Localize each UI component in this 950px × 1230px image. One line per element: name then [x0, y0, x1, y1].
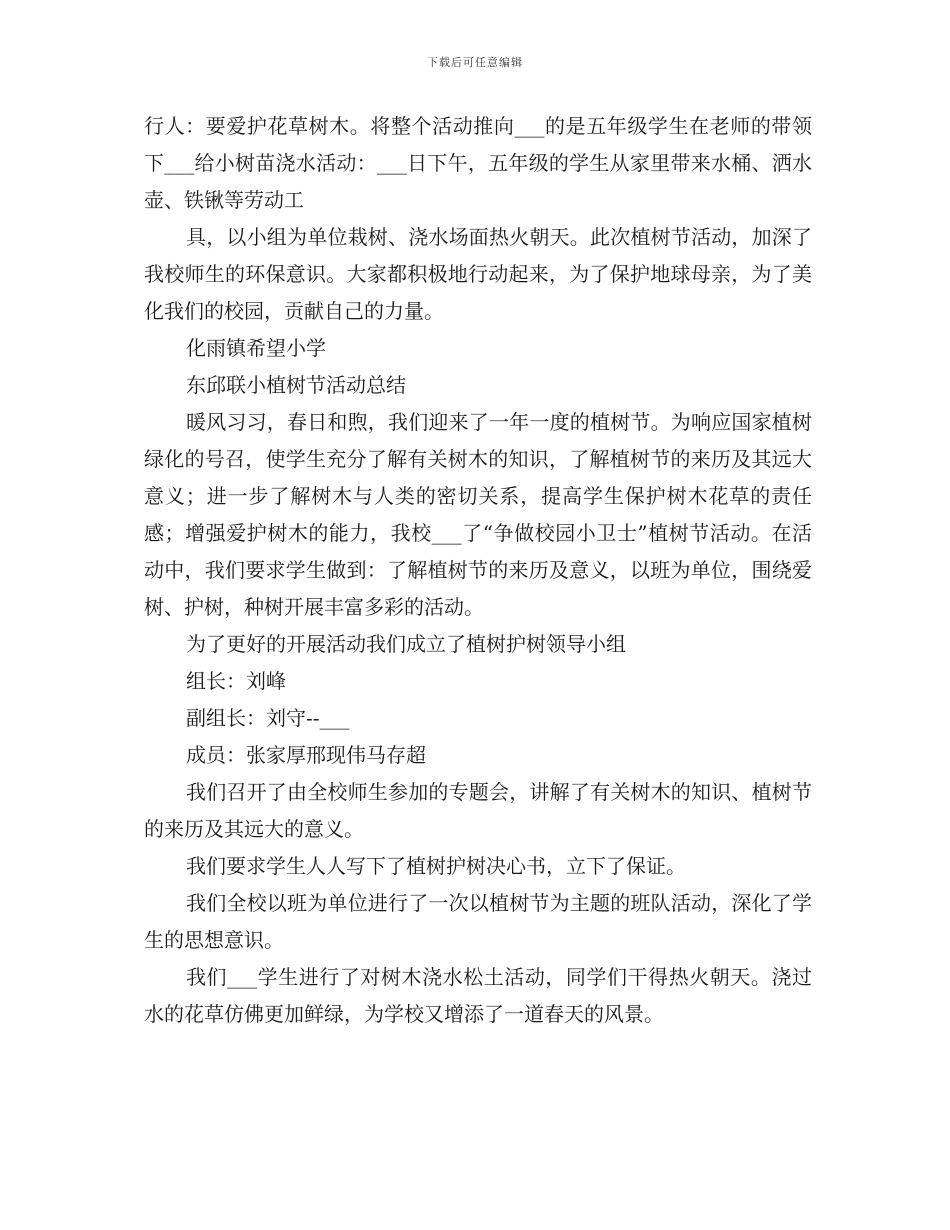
- paragraph-11: 我们要求学生人人写下了植树护树决心书，立下了保证。: [186, 854, 686, 878]
- paragraph-8: 副组长：刘守--___: [186, 706, 350, 730]
- paragraph-13: 我们___学生进行了对树木浇水松土活动，同学们干得热火朝天。浇过水的花草仿佛更加鲜绿，为学校又增添了一道春天的风景。: [144, 965, 812, 1026]
- paragraph-6: 为了更好的开展活动我们成立了植树护树领导小组: [186, 632, 626, 656]
- paragraph-1: 行人：要爱护花草树木。将整个活动推向___的是五年级学生在老师的带领下___给小树苗浇水活动：___日下午，五年级的学生从家里带来水桶、洒水壶、铁锹等劳动工: [144, 114, 812, 212]
- page-header: 下载后可任意编辑: [427, 56, 523, 69]
- paragraph-3: 化雨镇希望小学: [186, 336, 326, 360]
- paragraph-10: 我们召开了由全校师生参加的专题会，讲解了有关树木的知识、植树节的来历及其远大的意义。: [144, 780, 812, 841]
- paragraph-2: 具，以小组为单位栽树、浇水场面热火朝天。此次植树节活动，加深了我校师生的环保意识。大家都积极地行动起来，为了保护地球母亲，为了美化我们的校园，贡献自己的力量。: [144, 225, 812, 323]
- paragraph-7: 组长：刘峰: [186, 669, 286, 693]
- paragraph-4: 东邱联小植树节活动总结: [186, 373, 406, 397]
- paragraph-12: 我们全校以班为单位进行了一次以植树节为主题的班队活动，深化了学生的思想意识。: [144, 891, 812, 952]
- paragraph-9: 成员：张家厚邢现伟马存超: [186, 743, 426, 767]
- document-body: [144, 108, 812, 1033]
- paragraph-5: 暖风习习，春日和煦，我们迎来了一年一度的植树节。为响应国家植树绿化的号召，使学生充分了解有关树木的知识，了解植树节的来历及其远大意义；进一步了解树木与人类的密切关系，提高学生保护树木花草的责任感；增强爱护树木的能力，我校___了“争做校园小卫士”植树节活动。在活动中，我们要求学生做到：了解植树节的来历及意义，以班为单位，围绕爱树、护树，种树开展丰富多彩的活动。: [144, 410, 812, 619]
